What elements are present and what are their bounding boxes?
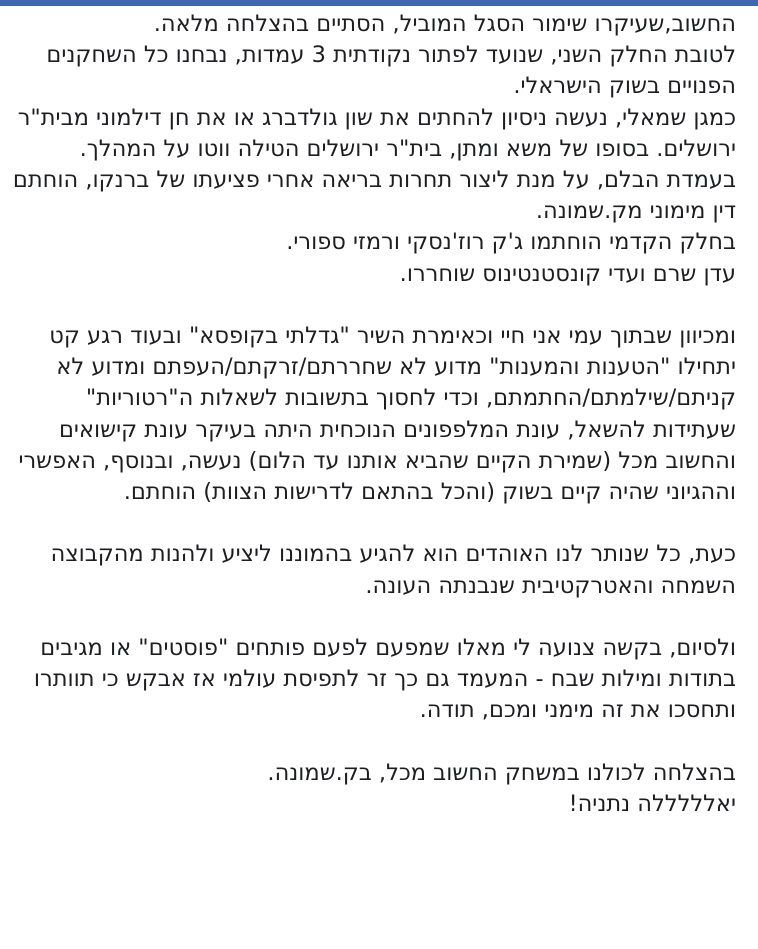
paragraph-gap — [10, 508, 736, 539]
paragraph-gap — [10, 290, 736, 321]
post-paragraph-cheer: יאלללללה נתניה! — [568, 791, 736, 818]
post-paragraph-left-back: כמגן שמאלי, נעשה ניסיון להחתים את שון גולדברג או את חן דילמוני מבית"ר ירושלים. בסופו של משא ומתן, בית"ר ירושלים הטילה ווטו על המהלך. — [17, 104, 736, 162]
paragraph-gap — [10, 727, 736, 758]
post-body — [0, 6, 758, 949]
post-paragraph-intro-end: החשוב,שעיקרו שימור הסגל המוביל, הסתיים בהצלחה מלאה. — [153, 11, 736, 37]
post-paragraph-request: ולסיום, בקשה צנועה לי מאלו שמפעם לפעם פותחים "פוסטים" או מגיבים בתודות ומילות שבח - המעמד גם כך זר לתפיסת עולמי אז אבקש כי תוותרו ותחסכו את זה מימני ומכם, תודה. — [33, 635, 736, 724]
post-paragraph-forwards: בחלק הקדמי הוחתמו ג'ק רוז'נסקי ורמזי ספורי. — [286, 229, 736, 256]
post-paragraph-center-back: בעמדת הבלם, על מנת ליצור תחרות בריאה אחרי פציעתו של ברנקו, הוחתם דין מימוני מק.שמונה. — [12, 167, 736, 225]
post-paragraph-good-luck: בהצלחה לכולנו במשחק החשוב מכל, בק.שמונה. — [267, 759, 736, 786]
post-paragraph-fans: כעת, כל שנותר לנו האוהדים הוא להגיע בהמוננו ליציע ולהנות מהקבוצה השמחה והאטרקטיבית שנבנתה העונה. — [50, 541, 736, 599]
post-paragraph-explanation: ומכיוון שבתוך עמי אני חיי וכאימרת השיר "גדלתי בקופסא" ובעוד רגע קט יתחילו "הטענות והמענות" מדוע לא שחררתם/זרקתם/העפתם ומדוע לא קניתם/שילמתם/החתמתם, וכדי לחסוך בתשובות לשאלות ה"רטוריות" שעתידות להשאל, עונת המלפפונים הנוכחית היתה בעיקר עונת קישואים והחשוב מכל (שמירת הקיים שהביא אותנו עד הלום) נעשה, ובנוסף, האפשרי וההגיוני שהיה קיים בשוק (והכל בהתאם לדרישות הצוות) הוחתם. — [18, 323, 736, 506]
paragraph-gap — [10, 602, 736, 633]
post-paragraph-second-part: לטובת החלק השני, שנועד לפתור נקודתית 3 עמדות, נבחנו כל השחקנים הפנויים בשוק הישראלי. — [46, 42, 736, 100]
post-paragraph-released: עדן שרם ועדי קונסטנטינוס שוחררו. — [399, 260, 736, 287]
